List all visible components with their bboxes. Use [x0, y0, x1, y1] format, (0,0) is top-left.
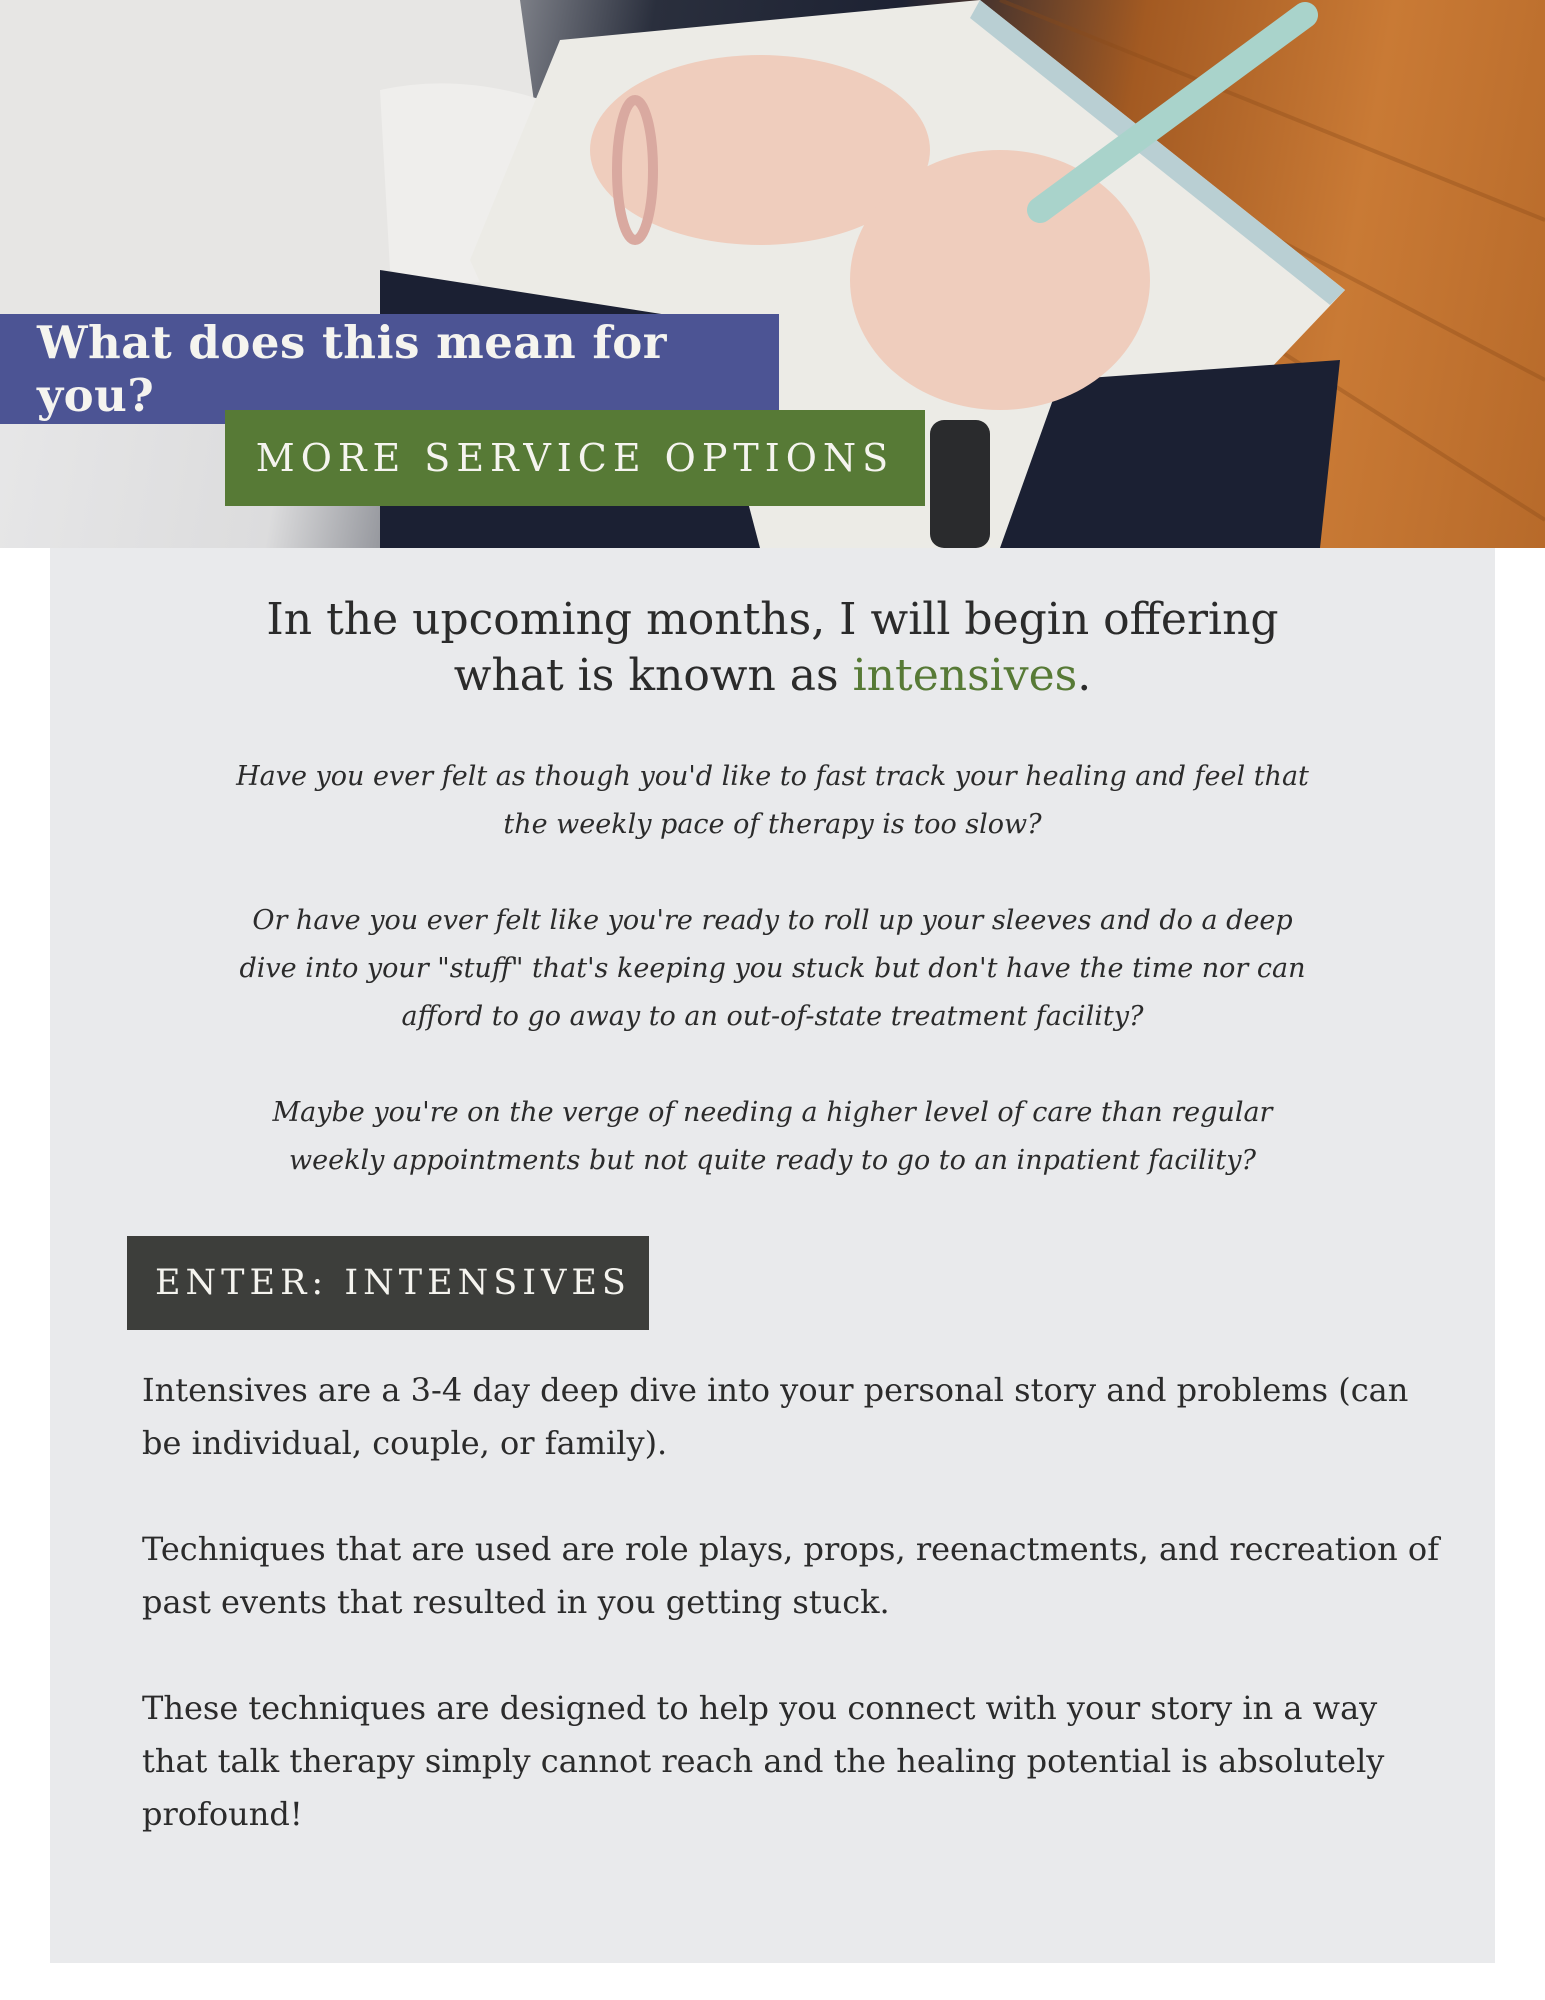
page-subtitle: MORE SERVICE OPTIONS	[255, 436, 895, 480]
body-paragraph-1: Intensives are a 3-4 day deep dive into your personal story and problems (can be individual, couple, or family).	[142, 1371, 1409, 1462]
question-3: Maybe you're on the verge of needing a higher level of care than regular weekly appointments but not quite ready to go to an inpatient facility?	[272, 1097, 1273, 1176]
intro-line-1: In the upcoming months, I will begin offering	[266, 594, 1279, 645]
intro-line-2-prefix: what is known as	[453, 650, 853, 701]
question-2: Or have you ever felt like you're ready to roll up your sleeves and do a deep dive into your "stuff" that's keeping you stuck but don't have the time nor can afford to go away to an out-of-state treatment facility?	[239, 905, 1306, 1032]
page-title: What does this mean for you?	[37, 316, 667, 422]
question-list	[230, 753, 1315, 1233]
body-paragraph-2: Techniques that are used are role plays, props, reenactments, and recreation of past events that resulted in you getting stuck.	[142, 1530, 1440, 1621]
body-paragraph-3: These techniques are designed to help you connect with your story in a way that talk therapy simply cannot reach and the healing potential is absolutely profound!	[142, 1689, 1385, 1833]
intro-headline	[50, 592, 1495, 704]
page-title-banner	[0, 314, 779, 424]
subtitle-banner	[225, 410, 925, 506]
body-text	[142, 1364, 1442, 1894]
section-heading: ENTER: INTENSIVES	[155, 1263, 631, 1303]
intro-line-2-suffix: .	[1077, 650, 1092, 701]
intro-line-2	[50, 648, 1495, 704]
intensives-accent: intensives	[852, 650, 1078, 701]
question-1: Have you ever felt as though you'd like to fast track your healing and feel that the weekly pace of therapy is too slow?	[236, 761, 1309, 840]
content-panel	[50, 548, 1495, 1963]
section-heading-banner	[127, 1236, 649, 1330]
